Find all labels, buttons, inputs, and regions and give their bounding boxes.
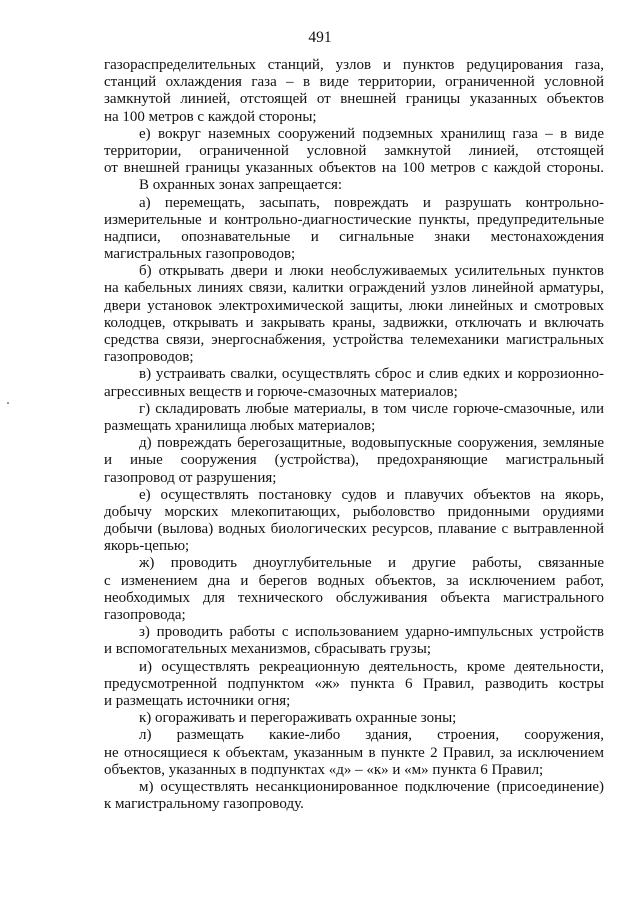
- text-line: на 100 метров с каждой стороны;: [104, 108, 317, 125]
- text-line: и размещать источники огня;: [104, 692, 291, 709]
- text-line: агрессивных веществ и горюче-смазочных материалов;: [104, 383, 458, 400]
- text-line: от внешней границы указанных объектов на 100 метров с каждой стороны.: [104, 160, 604, 177]
- text-line: с изменением дна и берегов водных объектов, за исключением работ,: [104, 572, 604, 589]
- text-line: якорь-цепью;: [104, 538, 190, 555]
- text-line: территории, ограниченной условной замкнутой линией, отстоящей: [104, 142, 604, 159]
- text-line: магистральных газопроводов;: [104, 246, 296, 263]
- text-line: газопровода;: [104, 607, 186, 623]
- text-line: не относящиеся к объектам, указанным в пункте 2 Правил, за исключением: [104, 744, 604, 761]
- text-line: е) вокруг наземных сооружений подземных хранилищ газа – в виде: [139, 125, 604, 142]
- text-line: д) повреждать берегозащитные, водовыпускные сооружения, земляные: [139, 435, 604, 452]
- text-line: и вспомогательных механизмов, сбрасывать грузы;: [104, 641, 432, 658]
- text-line: В охранных зонах запрещается:: [139, 177, 343, 194]
- text-line: м) осуществлять несанкционированное подключение (присоединение): [139, 778, 604, 795]
- text-line: предусмотренной подпунктом «ж» пункта 6 Правил, разводить костры: [104, 675, 604, 692]
- text-line: средства связи, энергоснабжения, устройства телемеханики магистральных: [104, 332, 604, 348]
- text-line: б) открывать двери и люки необслуживаемых усилительных пунктов: [139, 263, 604, 280]
- text-line: е) осуществлять постановку судов и плавучих объектов на якорь,: [139, 486, 604, 503]
- text-line: в) устраивать свалки, осуществлять сброс и слив едких и коррозионно-: [139, 366, 604, 383]
- text-line: надписи, опознавательные и сигнальные знаки местонахождения: [104, 228, 604, 245]
- text-line: л) размещать какие-либо здания, строения, сооружения,: [139, 727, 604, 744]
- text-line: ж) проводить дноуглубительные и другие работы, связанные: [139, 555, 604, 572]
- text-line: измерительные и контрольно-диагностические пункты, предупредительные: [104, 211, 604, 228]
- text-line: добычи (вылова) водных биологических ресурсов, плавание с вытравленной: [104, 521, 604, 538]
- text-line: а) перемещать, засыпать, повреждать и разрушать контрольно-: [139, 194, 604, 211]
- body-text: [104, 57, 604, 813]
- text-line: объектов, указанных в подпунктах «д» – «к» и «м» пункта 6 Правил;: [104, 761, 544, 778]
- text-line: и) осуществлять рекреационную деятельность, кроме деятельности,: [139, 658, 604, 675]
- text-line: газопроводов;: [104, 349, 194, 366]
- text-line: з) проводить работы с использованием ударно-импульсных устройств: [139, 624, 604, 641]
- page-number: 491: [308, 29, 332, 46]
- text-line: газопровод от разрушения;: [104, 469, 277, 486]
- scan-speck: [7, 402, 9, 404]
- text-line: необходимых для технического обслуживания объекта магистрального: [104, 589, 604, 606]
- text-line: размещать хранилища любых материалов;: [104, 417, 376, 434]
- text-line: замкнутой линией, отстоящей от внешней границы указанных объектов: [104, 91, 604, 108]
- text-line: к магистральному газопроводу.: [104, 796, 304, 813]
- text-line: газораспределительных станций, узлов и пунктов редуцирования газа,: [104, 57, 604, 73]
- text-line: добычу морских млекопитающих, рыболовство придонными орудиями: [104, 503, 604, 520]
- text-line: г) складировать любые материалы, в том числе горюче-смазочные, или: [139, 400, 604, 417]
- text-line: колодцев, открывать и закрывать краны, задвижки, отключать и включать: [104, 314, 604, 331]
- text-line: и иные сооружения (устройства), предохраняющие магистральный: [104, 452, 604, 469]
- text-line: на кабельных линиях связи, калитки ограждений узлов линейной арматуры,: [104, 280, 604, 297]
- text-line: к) огораживать и перегораживать охранные зоны;: [139, 710, 457, 727]
- text-line: станций охлаждения газа – в виде территории, ограниченной условной: [104, 74, 604, 91]
- text-line: двери установок электрохимической защиты, люки линейных и смотровых: [104, 297, 604, 314]
